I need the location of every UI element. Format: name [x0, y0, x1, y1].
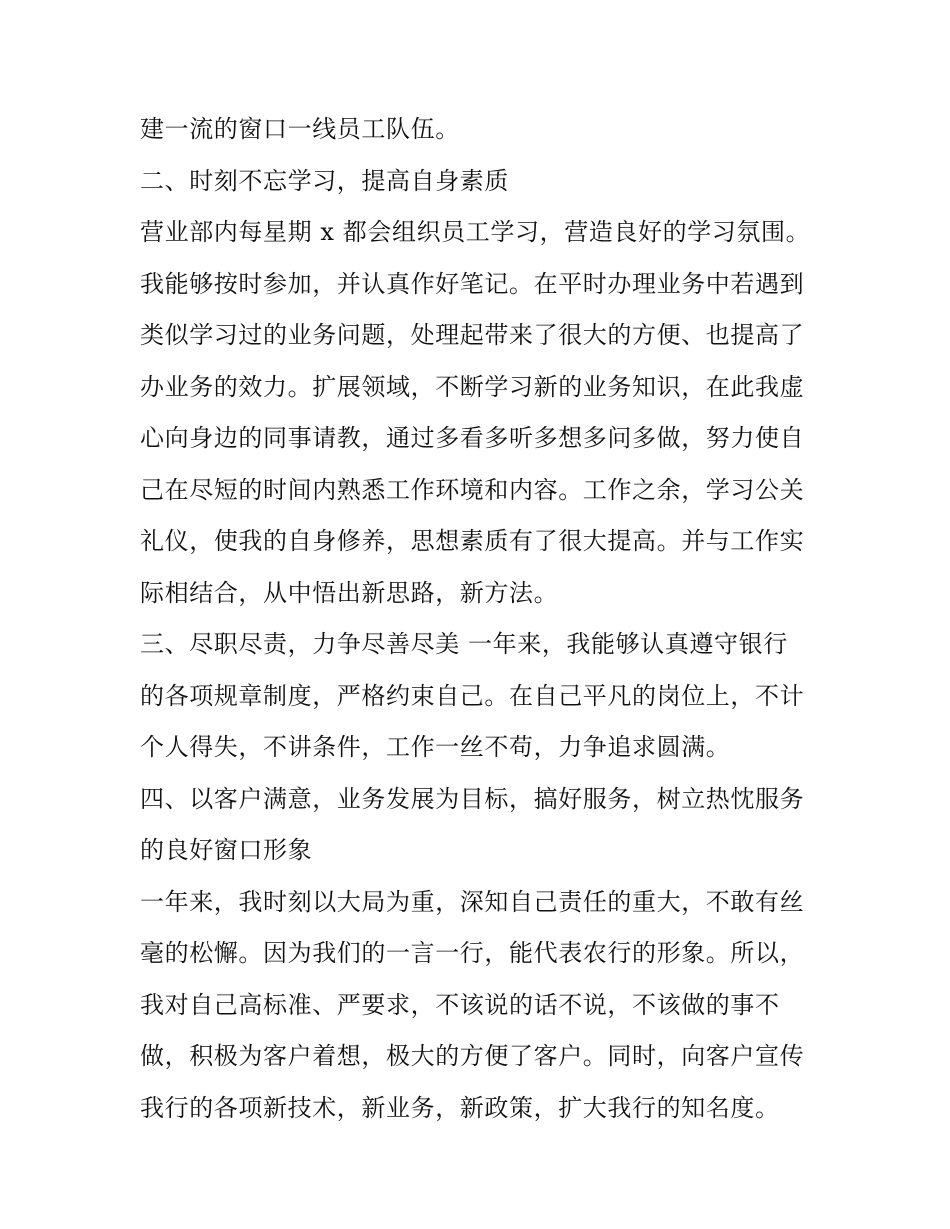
- section-heading-4-cont: 的良好窗口形象: [140, 836, 313, 864]
- text-line: 的各项规章制度，严格约束自己。在自己平凡的岗位上，不计: [140, 681, 805, 710]
- text-line: 一年来，我时刻以大局为重，深知自己责任的重大，不敢有丝: [140, 887, 805, 916]
- section-heading-3: 三、尽职尽责，力争尽善尽美 一年来，我能够认真遵守银行: [140, 630, 788, 658]
- text-line: 我对自己高标准、严要求，不该说的话不说，不该做的事不: [140, 990, 780, 1019]
- section-heading-2: 二、时刻不忘学习，提高自身素质: [140, 166, 509, 195]
- text-line: 际相结合，从中悟出新思路，新方法。: [140, 578, 559, 607]
- section-heading-4: 四、以客户满意，业务发展为目标，搞好服务，树立热忱服务: [140, 784, 805, 813]
- document-body: [140, 104, 820, 1134]
- text-line: 营业部内每星期 x 都会组织员工学习，营造良好的学习氛围。: [140, 218, 811, 246]
- text-line: 个人得失，不讲条件，工作一丝不苟，力争追求圆满。: [140, 733, 731, 761]
- text-line: 心向身边的同事请教，通过多看多听多想多问多做，努力使自: [140, 424, 805, 452]
- text-line: 己在尽短的时间内熟悉工作环境和内容。工作之余，学习公关: [140, 475, 805, 504]
- text-line: 建一流的窗口一线员工队伍。: [140, 115, 460, 143]
- text-line: 我行的各项新技术，新业务，新政策，扩大我行的知名度。: [140, 1093, 780, 1122]
- text-line: 毫的松懈。因为我们的一言一行，能代表农行的形象。所以，: [140, 939, 805, 967]
- text-line: 我能够按时参加，并认真作好笔记。在平时办理业务中若遇到: [140, 269, 805, 298]
- text-line: 礼仪，使我的自身修养，思想素质有了很大提高。并与工作实: [140, 527, 805, 555]
- text-line: 办业务的效力。扩展领域，不断学习新的业务知识，在此我虚: [140, 372, 805, 401]
- text-line: 做，积极为客户着想，极大的方便了客户。同时，向客户宣传: [140, 1042, 805, 1070]
- text-line: 类似学习过的业务问题，处理起带来了很大的方便、也提高了: [140, 321, 805, 349]
